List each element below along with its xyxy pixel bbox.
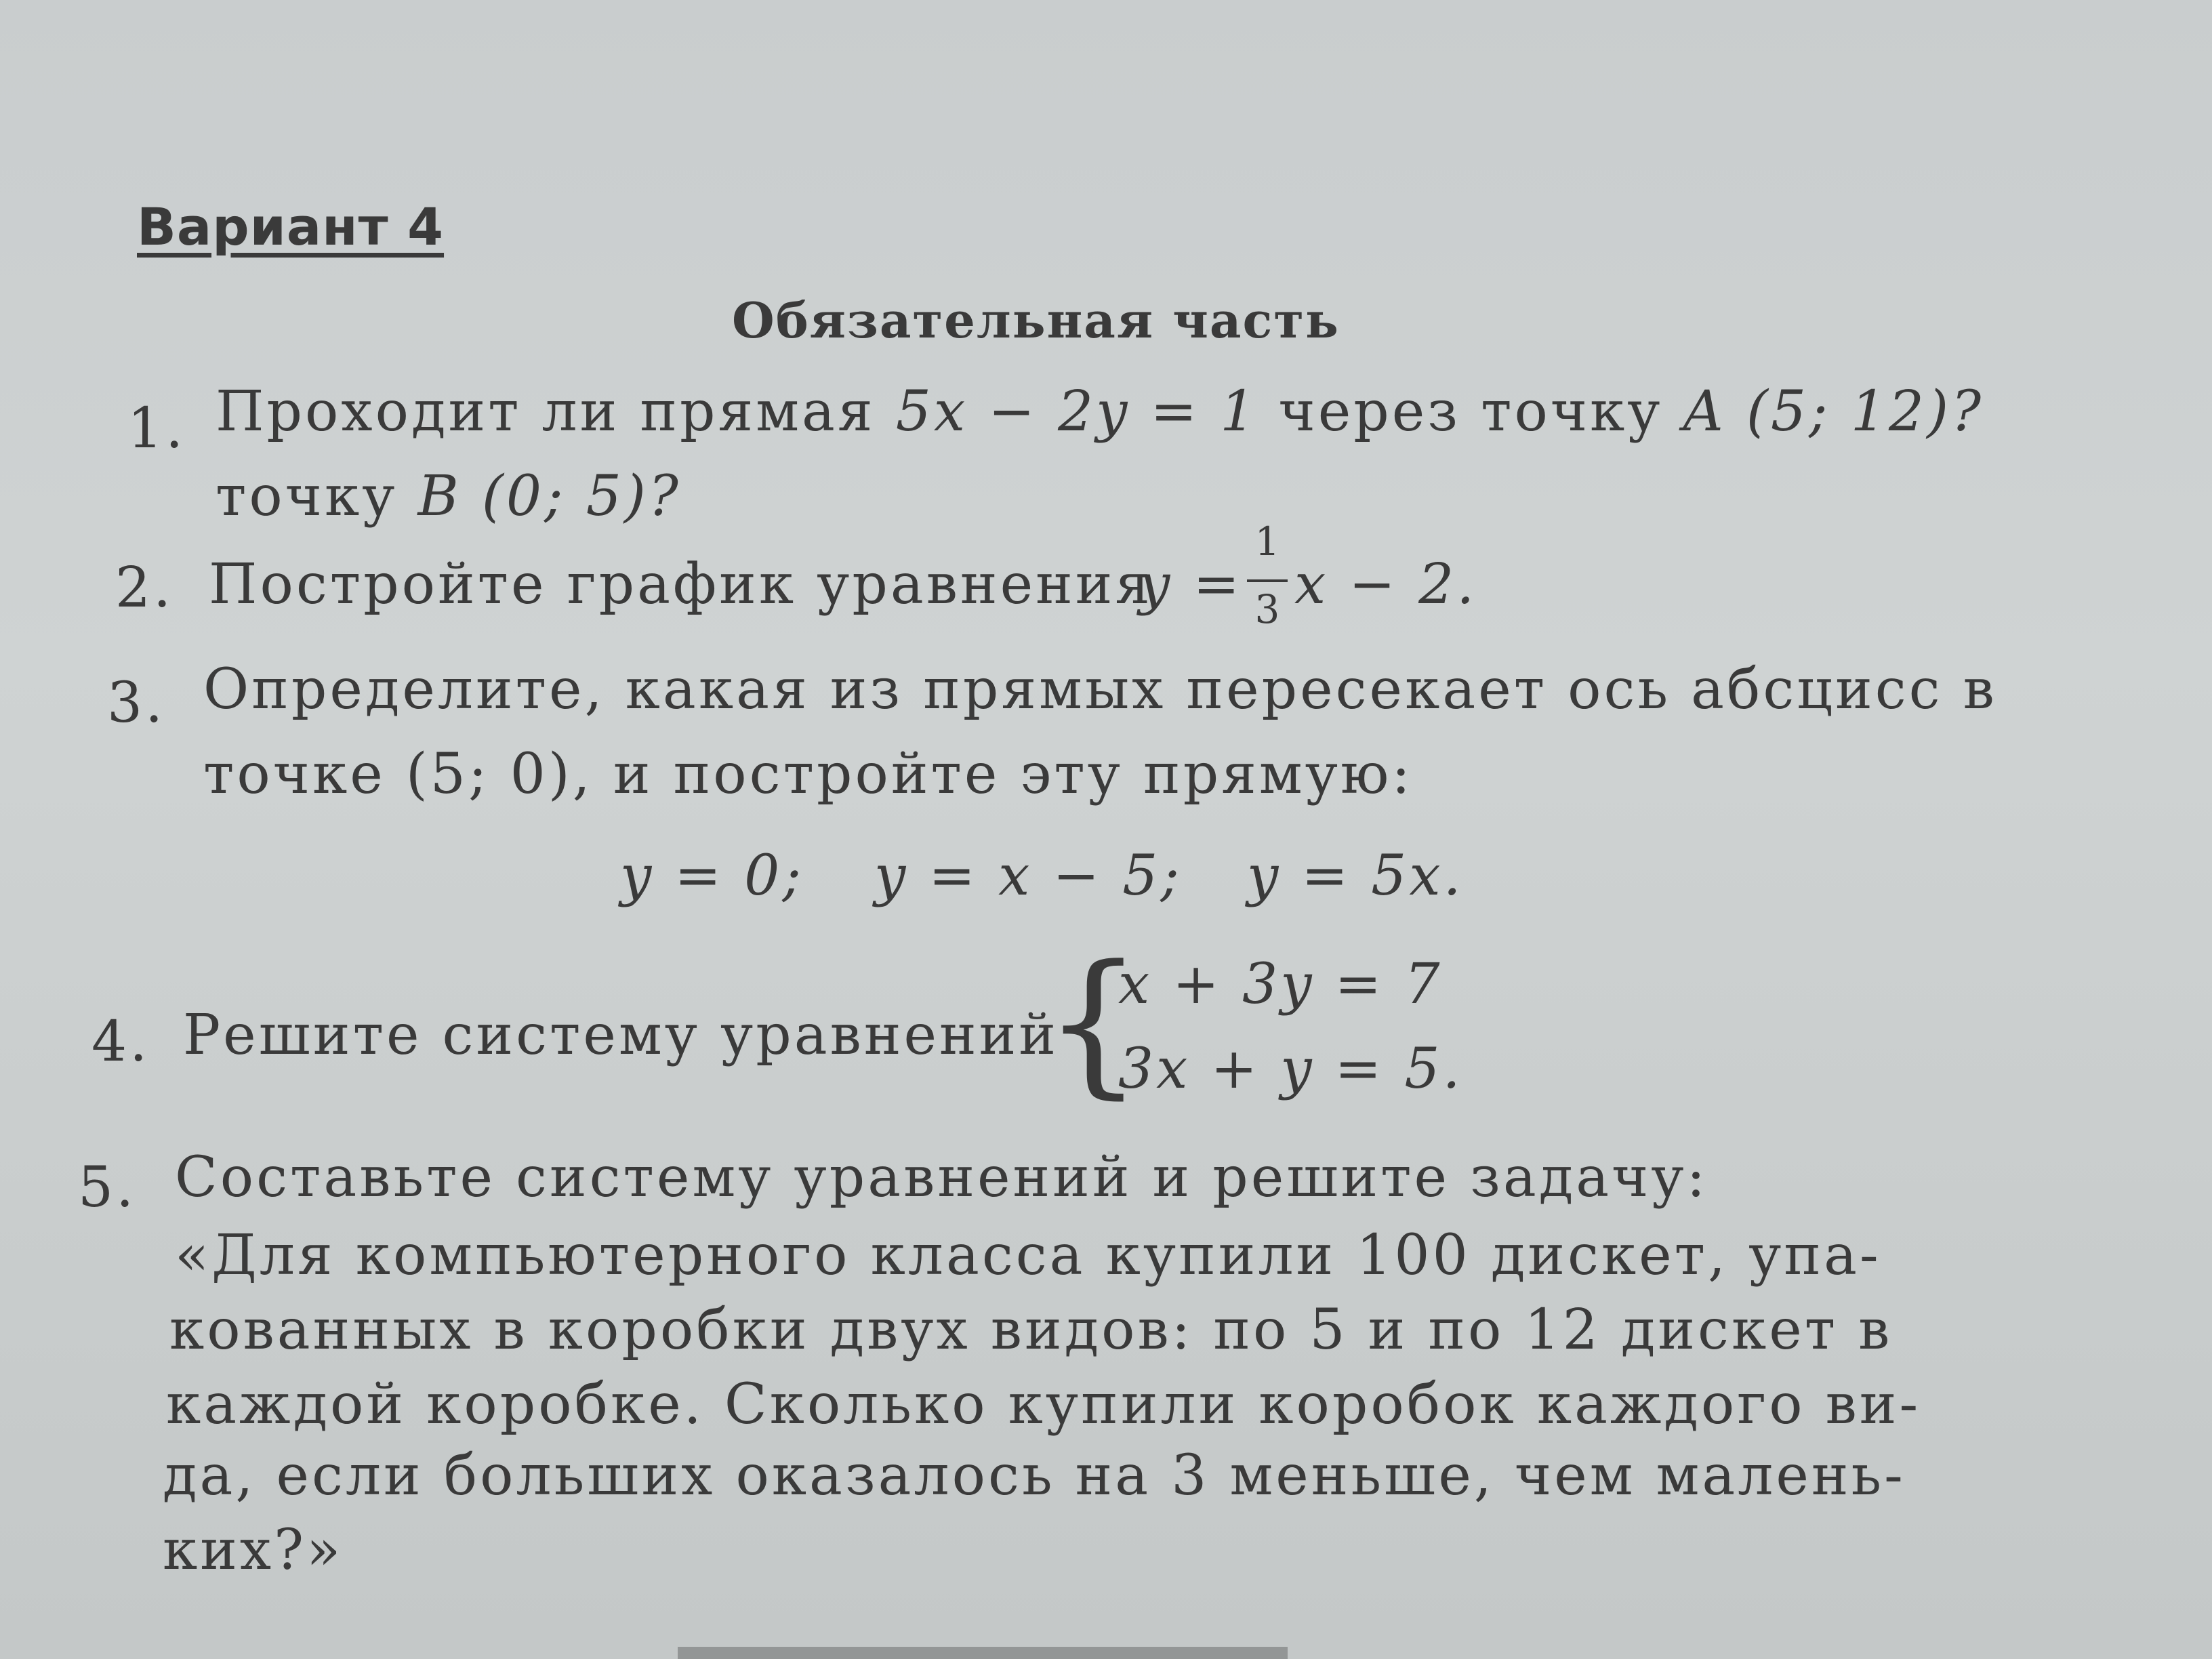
task-2-fraction-bar — [1247, 579, 1288, 582]
task-2-eq-left: y = — [1139, 552, 1243, 617]
task-5-line-2: «Для компьютерного класса купили 100 дискет, упа- — [175, 1223, 1881, 1288]
task-5-line-6: ких?» — [163, 1518, 344, 1582]
task-2-eq-right: x − 2. — [1294, 552, 1477, 617]
task-4-text: Решите систему уравнений — [183, 1003, 1059, 1067]
task-4-equation-1: x + 3y = 7 — [1118, 952, 1443, 1017]
task-1-number: 1. — [127, 396, 186, 461]
task-3-equation-1: y = 0; — [620, 844, 804, 908]
task-1-text-b: через точку — [1258, 380, 1683, 444]
task-3-number: 3. — [107, 671, 166, 735]
section-title: Обязательная часть — [732, 291, 1340, 349]
task-2-fraction-denominator: 3 — [1254, 586, 1280, 632]
task-1-equation: 5x − 2y = 1 — [895, 380, 1258, 444]
task-2-fraction-numerator: 1 — [1254, 518, 1280, 565]
task-4-number: 4. — [91, 1010, 150, 1074]
task-5-number: 5. — [78, 1155, 137, 1220]
task-3-line-1: Определите, какая из прямых пересекает ось абсцисс в — [203, 657, 1997, 722]
task-5-line-3: кованных в коробки двух видов: по 5 и по 12 дискет в — [169, 1298, 1893, 1362]
task-2-number: 2. — [115, 556, 174, 620]
task-1-text-c: точку — [216, 464, 418, 529]
task-1-line-2 — [216, 464, 681, 529]
task-3-line-2: точке (5; 0), и постройте эту прямую: — [203, 742, 1413, 806]
variant-heading: Вариант 4 — [137, 197, 445, 257]
task-5-line-1: Составьте систему уравнений и решите задачу: — [175, 1145, 1708, 1210]
task-5-line-4: каждой коробке. Сколько купили коробок каждого ви- — [166, 1372, 1921, 1437]
cropped-next-heading — [678, 1647, 1288, 1659]
task-1-line-1 — [216, 380, 1984, 444]
task-4-equation-2: 3x + y = 5. — [1118, 1037, 1463, 1101]
system-brace-icon: { — [1044, 933, 1143, 1113]
task-1-point-b: B (0; 5)? — [417, 464, 681, 529]
task-3-equation-2: y = x − 5; — [874, 844, 1183, 908]
task-1-point-a: A (5; 12)? — [1683, 380, 1984, 444]
task-5-line-5: да, если больших оказалось на 3 меньше, чем малень- — [163, 1443, 1906, 1508]
task-3-equation-3: y = 5x. — [1247, 844, 1464, 908]
task-2-text: Постройте график уравнения — [209, 552, 1153, 617]
task-1-text-a: Проходит ли прямая — [216, 380, 896, 444]
